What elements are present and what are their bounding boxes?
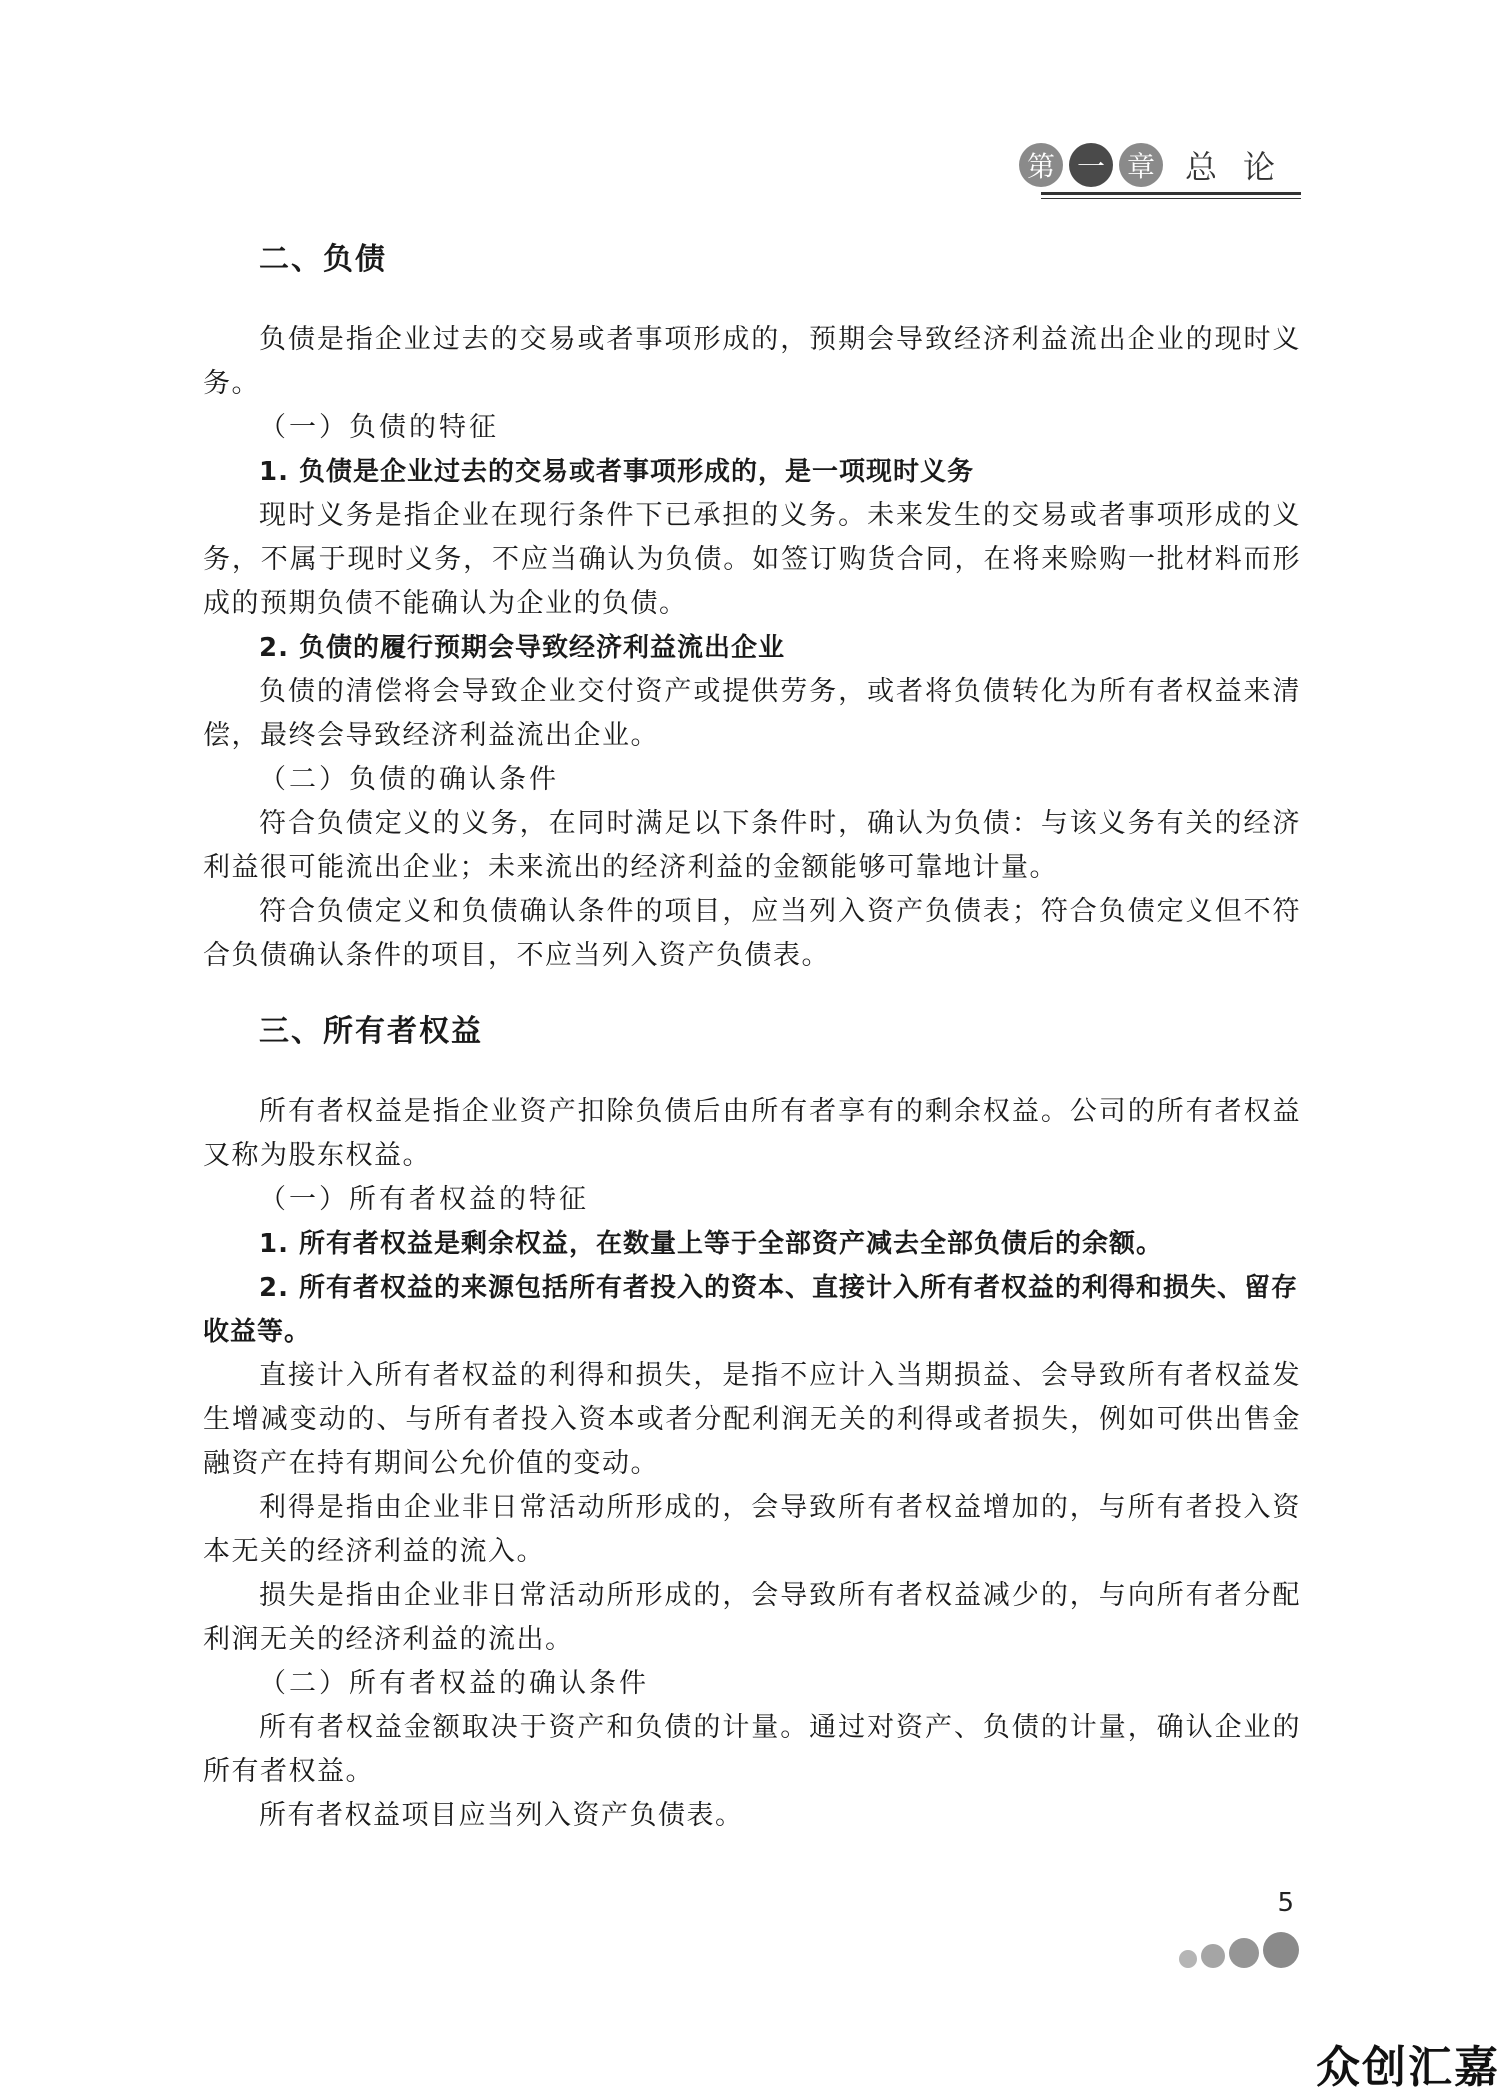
liabilities-point2-text: 负债的清偿将会导致企业交付资产或提供劳务，或者将负债转化为所有者权益来清偿，最终会导致经济利益流出企业。 — [203, 676, 1301, 751]
watermark: 众创汇嘉 — [1316, 2042, 1500, 2093]
chapter-char-3: 章 — [1119, 143, 1163, 187]
liabilities-definition: 负债是指企业过去的交易或者事项形成的，预期会导致经济利益流出企业的现时义务。 — [203, 324, 1301, 399]
equity-definition: 所有者权益是指企业资产扣除负债后由所有者享有的剩余权益。公司的所有者权益又称为股东权益。 — [203, 1096, 1301, 1171]
equity-recognition-heading: （二）所有者权益的确认条件 — [259, 1668, 649, 1699]
header-rule — [1041, 192, 1301, 195]
section-title-liabilities: 二、负债 — [259, 242, 387, 277]
equity-recognition-text1: 所有者权益金额取决于资产和负债的计量。通过对资产、负债的计量，确认企业的所有者权益。 — [203, 1712, 1301, 1787]
chapter-char-2: 一 — [1069, 143, 1113, 187]
chapter-title: 总论 — [1184, 148, 1301, 186]
liabilities-recognition-text2: 符合负债定义和负债确认条件的项目，应当列入资产负债表；符合负债定义但不符合负债确认条件的项目，不应当列入资产负债表。 — [203, 896, 1301, 971]
dot-icon — [1179, 1950, 1197, 1968]
dot-icon — [1201, 1944, 1225, 1968]
equity-losses-text: 损失是指由企业非日常活动所形成的，会导致所有者权益减少的，与向所有者分配利润无关的经济利益的流出。 — [203, 1580, 1301, 1655]
dot-icon — [1263, 1932, 1299, 1968]
section-title-equity: 三、所有者权益 — [259, 1014, 483, 1049]
equity-gains-text: 利得是指由企业非日常活动所形成的，会导致所有者权益增加的，与所有者投入资本无关的经济利益的流入。 — [203, 1492, 1301, 1567]
equity-recognition-text2: 所有者权益项目应当列入资产负债表。 — [259, 1800, 744, 1831]
liabilities-recognition-text1: 符合负债定义的义务，在同时满足以下条件时，确认为负债：与该义务有关的经济利益很可能流出企业；未来流出的经济利益的金额能够可靠地计量。 — [203, 808, 1301, 883]
liabilities-point1-text: 现时义务是指企业在现行条件下已承担的义务。未来发生的交易或者事项形成的义务，不属于现时义务，不应当确认为负债。如签订购货合同，在将来赊购一批材料而形成的预期负债不能确认为企业的负债。 — [203, 500, 1301, 619]
equity-direct-text: 直接计入所有者权益的利得和损失，是指不应计入当期损益、会导致所有者权益发生增减变动的、与所有者投入资本或者分配利润无关的利得或者损失，例如可供出售金融资产在持有期间公允价值的变动。 — [203, 1360, 1301, 1479]
equity-point1-heading: 1. 所有者权益是剩余权益，在数量上等于全部资产减去全部负债后的余额。 — [259, 1229, 1164, 1259]
liabilities-recognition-heading: （二）负债的确认条件 — [259, 764, 559, 795]
chapter-header — [1019, 142, 1301, 188]
chapter-char-1: 第 — [1019, 143, 1063, 187]
equity-features-heading: （一）所有者权益的特征 — [259, 1184, 589, 1215]
liabilities-features-heading: （一）负债的特征 — [259, 412, 499, 443]
liabilities-point2-heading: 2. 负债的履行预期会导致经济利益流出企业 — [259, 633, 786, 663]
dot-icon — [1229, 1938, 1259, 1968]
page-content — [203, 230, 1301, 1838]
liabilities-point1-heading: 1. 负债是企业过去的交易或者事项形成的，是一项现时义务 — [259, 457, 975, 487]
decorative-dots — [1175, 1932, 1299, 1968]
page-number: 5 — [1277, 1888, 1294, 1918]
header-rule-thin — [1041, 198, 1301, 199]
equity-point2-heading: 2. 所有者权益的来源包括所有者投入的资本、直接计入所有者权益的利得和损失、留存收益等。 — [203, 1273, 1299, 1347]
